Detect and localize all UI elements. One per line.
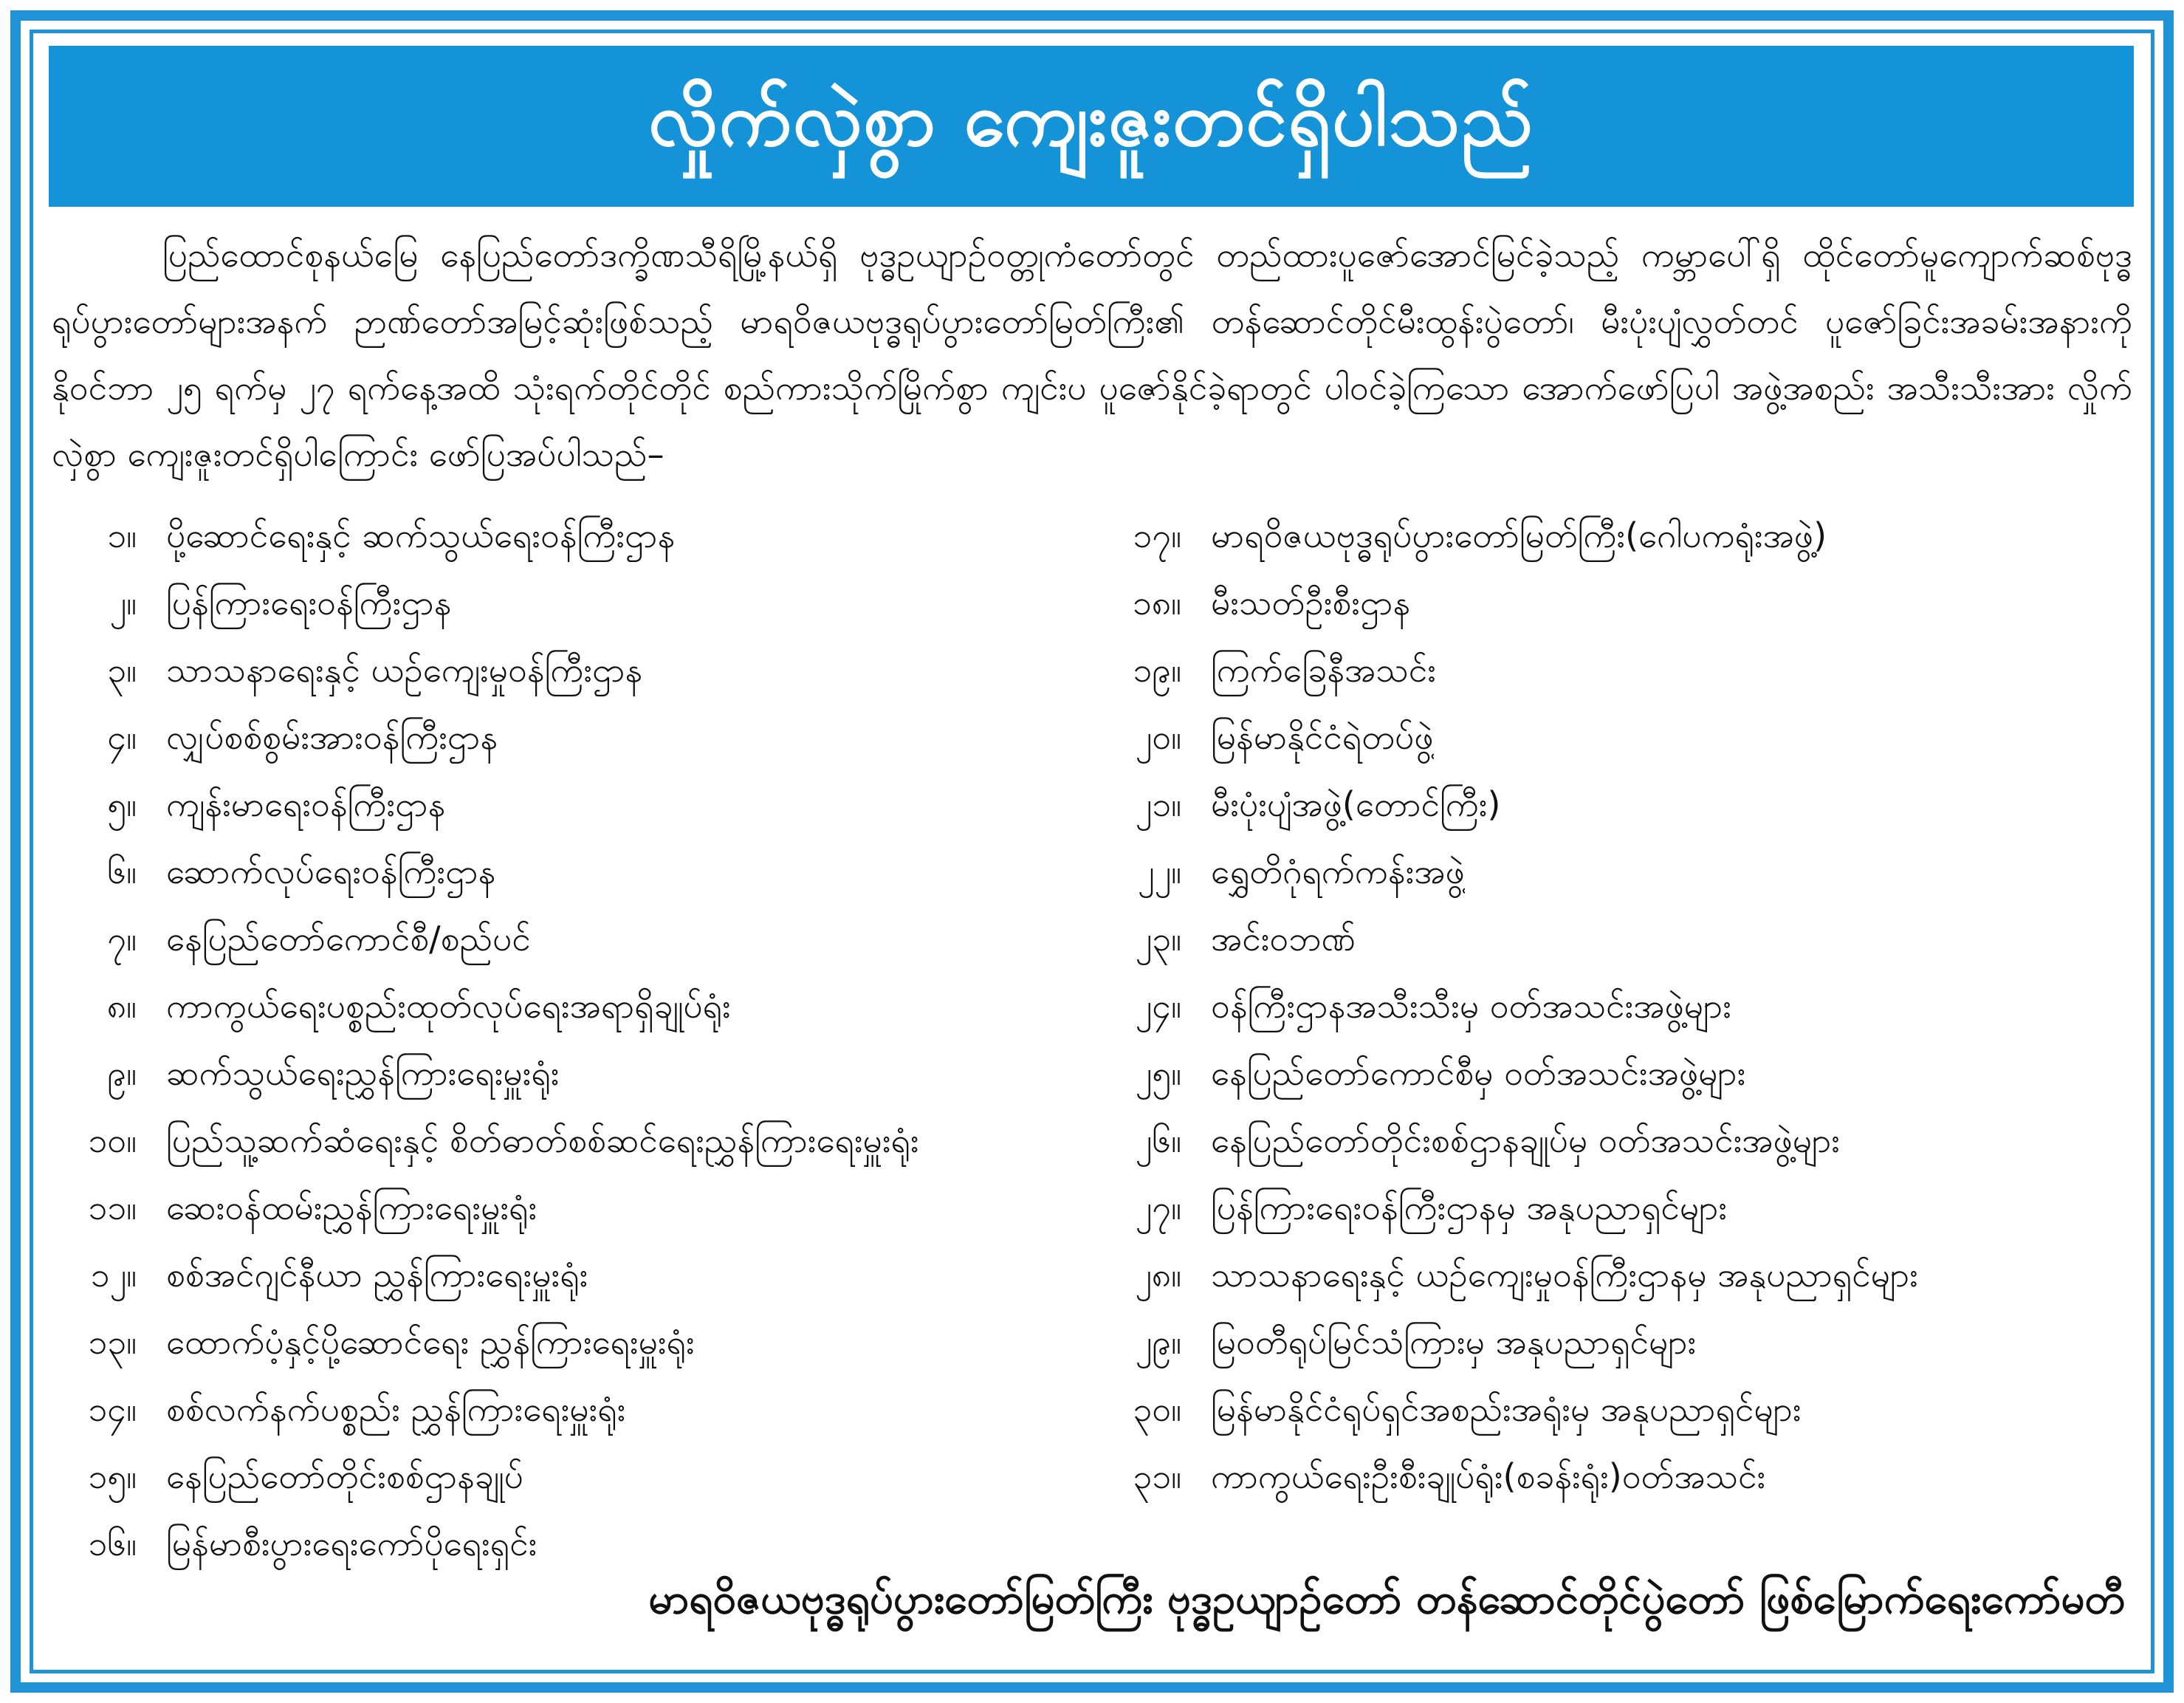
list-item (74, 1510, 1122, 1577)
title-banner (49, 46, 2134, 207)
list-item (1122, 1443, 2141, 1510)
list-item-text: ရွှေတိဂုံရက်ကန်းအဖွဲ့ (1211, 852, 1465, 891)
list-item-number: ၇။ (107, 919, 137, 959)
list-item-text: ကြက်ခြေနီအသင်း (1211, 650, 1436, 690)
list-item (1122, 569, 2141, 637)
organization-list-left (74, 502, 1122, 1577)
list-item (1122, 1309, 2141, 1376)
list-item (1122, 1040, 2141, 1107)
list-item-number: ၂၂။ (1137, 852, 1181, 891)
list-item-number: ၁၂။ (90, 1255, 137, 1295)
list-item-number: ၂၃။ (1135, 919, 1181, 959)
list-item-text: လျှပ်စစ်စွမ်းအားဝန်ကြီးဌာန (166, 717, 498, 757)
list-item (1122, 1241, 2141, 1309)
list-item-number: ၁၁။ (88, 1188, 137, 1227)
list-item-number: ၆။ (107, 852, 137, 891)
list-item (74, 1309, 1122, 1376)
list-item (74, 838, 1122, 905)
list-item-text: နေပြည်တော်ကောင်စီ/စည်ပင် (166, 919, 531, 959)
list-item-number: ၁၇။ (1133, 515, 1181, 555)
list-item-number: ၃၀။ (1133, 1389, 1181, 1429)
list-item (1122, 1376, 2141, 1443)
list-item-text: ဆေးဝန်ထမ်းညွှန်ကြားရေးမှူးရုံး (166, 1188, 538, 1227)
list-item-text: နေပြည်တော်တိုင်းစစ်ဌာနချုပ်မှ ဝတ်အသင်းအဖွဲ့များ (1211, 1120, 1840, 1160)
list-item-number: ၄။ (107, 717, 137, 757)
list-item-number: ၂၅။ (1135, 1053, 1181, 1093)
list-item (1122, 905, 2141, 973)
list-item (1122, 1174, 2141, 1241)
list-item-text: အင်းဝဘဏ် (1211, 919, 1356, 959)
list-item-number: ၂၇။ (1135, 1188, 1181, 1227)
list-item-number: ၂၈။ (1135, 1255, 1181, 1295)
list-item-number: ၁၀။ (88, 1120, 137, 1160)
list-item (74, 1174, 1122, 1241)
list-item-text: မာရဝိဇယဗုဒ္ဓရုပ်ပွားတော်မြတ်ကြီး(ဂေါပကရုံးအဖွဲ့) (1211, 515, 1827, 555)
list-item-number: ၈။ (106, 986, 137, 1026)
list-item-text: စစ်အင်ဂျင်နီယာ ညွှန်ကြားရေးမှူးရုံး (166, 1255, 588, 1295)
list-item-number: ၅။ (107, 784, 137, 824)
list-item-number: ၁၃။ (88, 1322, 137, 1362)
list-item-text: ကျန်းမာရေးဝန်ကြီးဌာန (166, 784, 446, 824)
list-item-text: နေပြည်တော်တိုင်းစစ်ဌာနချုပ် (166, 1456, 523, 1496)
list-item-number: ၃။ (107, 650, 137, 690)
list-item-text: ဝန်ကြီးဌာနအသီးသီးမှ ဝတ်အသင်းအဖွဲ့များ (1211, 986, 1731, 1026)
list-item (74, 1241, 1122, 1309)
page-title: လှိုက်လှဲစွာ ကျေးဇူးတင်ရှိပါသည် (648, 76, 1534, 162)
list-item-number: ၂၄။ (1135, 986, 1181, 1026)
list-item-text: ပြန်ကြားရေးဝန်ကြီးဌာန (166, 583, 452, 623)
list-item-number: ၃၁။ (1133, 1456, 1181, 1496)
list-item-number: ၂၁။ (1135, 784, 1181, 824)
list-item (1122, 973, 2141, 1040)
list-item (1122, 771, 2141, 838)
list-item-number: ၂၀။ (1135, 717, 1181, 757)
intro-paragraph: ပြည်ထောင်စုနယ်မြေ နေပြည်တော်ဒက္ခိဏသီရိမြို့နယ်ရှိ ဗုဒ္ဓဥယျာဉ်ဝတ္တုကံတော်တွင် တည်ထားပူဇော်အောင်မြင်ခဲ့သည့် ကမ္ဘာပေါ်ရှိ ထိုင်တော်မူကျောက်ဆစ်ဗုဒ္ဓရုပ်ပွားတော်များအနက် ဉာဏ်တော်အမြင့်ဆုံးဖြစ်သည့် မာရဝိဇယဗုဒ္ဓရုပ်ပွားတော်မြတ်ကြီး၏ တန်ဆောင်တိုင်မီးထွန်းပွဲတော်၊ မီးပုံးပျံလွှတ်တင် ပူဇော်ခြင်းအခမ်းအနားကို နိုဝင်ဘာ ၂၅ ရက်မှ ၂၇ ရက်နေ့အထိ သုံးရက်တိုင်တိုင် စည်ကားသိုက်မြိုက်စွာ ကျင်းပ ပူဇော်နိုင်ခဲ့ရာတွင် ပါဝင်ခဲ့ကြသော အောက်ဖော်ပြပါ အဖွဲ့အစည်း အသီးသီးအား လှိုက်လှဲစွာ ကျေးဇူးတင်ရှိပါကြောင်း ဖော်ပြအပ်ပါသည်– (52, 235, 2132, 474)
list-item-text: ထောက်ပံ့နှင့်ပို့ဆောင်ရေး ညွှန်ကြားရေးမှူးရုံး (166, 1322, 695, 1362)
list-item (74, 1040, 1122, 1107)
list-item (74, 637, 1122, 704)
list-item-text: ပြန်ကြားရေးဝန်ကြီးဌာနမှ အနုပညာရှင်များ (1211, 1188, 1728, 1227)
list-item-number: ၁၅။ (88, 1456, 137, 1496)
list-item-text: မြန်မာနိုင်ငံရုပ်ရှင်အစည်းအရုံးမှ အနုပညာရှင်များ (1211, 1389, 1802, 1429)
list-item-text: ကာကွယ်ရေးဦးစီးချုပ်ရုံး(စခန်းရုံး)ဝတ်အသင်း (1211, 1456, 1766, 1496)
list-item-text: ပြည်သူ့ဆက်ဆံရေးနှင့် စိတ်ဓာတ်စစ်ဆင်ရေးညွှန်ကြားရေးမှူးရုံး (166, 1120, 919, 1160)
list-item-text: မြန်မာနိုင်ငံရဲတပ်ဖွဲ့ (1211, 717, 1434, 757)
list-item (74, 502, 1122, 569)
list-item-text: ဆောက်လုပ်ရေးဝန်ကြီးဌာန (166, 852, 496, 891)
list-item-number: ၂၆။ (1135, 1120, 1181, 1160)
list-item-text: စစ်လက်နက်ပစ္စည်း ညွှန်ကြားရေးမှူးရုံး (166, 1389, 626, 1429)
list-item (74, 973, 1122, 1040)
list-item-number: ၂။ (109, 583, 137, 623)
list-item-text: ပို့ဆောင်ရေးနှင့် ဆက်သွယ်ရေးဝန်ကြီးဌာန (166, 515, 676, 555)
list-item-text: ဆက်သွယ်ရေးညွှန်ကြားရေးမှူးရုံး (166, 1053, 560, 1093)
list-item (74, 704, 1122, 771)
list-item (74, 771, 1122, 838)
list-item (74, 1443, 1122, 1510)
list-item-number: ၁။ (107, 515, 137, 555)
list-item-text: သာသနာရေးနှင့် ယဉ်ကျေးမှုဝန်ကြီးဌာနမှ အနုပညာရှင်များ (1211, 1255, 1918, 1295)
list-item-text: မီးပုံးပျံအဖွဲ့(တောင်ကြီး) (1211, 784, 1501, 824)
list-item-text: မြန်မာစီးပွားရေးကော်ပိုရေးရှင်း (166, 1524, 538, 1563)
list-item-text: နေပြည်တော်ကောင်စီမှ ဝတ်အသင်းအဖွဲ့များ (1211, 1053, 1746, 1093)
list-item (1122, 502, 2141, 569)
list-item (1122, 704, 2141, 771)
organization-list-right (1122, 502, 2141, 1510)
list-item (1122, 1107, 2141, 1174)
list-item-number: ၉။ (107, 1053, 137, 1093)
list-item (74, 1376, 1122, 1443)
list-item-number: ၁၄။ (88, 1389, 137, 1429)
list-item-number: ၁၈။ (1132, 583, 1181, 623)
list-item-number: ၁၆။ (88, 1524, 137, 1563)
list-item (74, 905, 1122, 973)
list-item-text: သာသနာရေးနှင့် ယဉ်ကျေးမှုဝန်ကြီးဌာန (166, 650, 643, 690)
list-item-text: ကာကွယ်ရေးပစ္စည်းထုတ်လုပ်ရေးအရာရှိချုပ်ရုံး (166, 986, 731, 1026)
list-item (74, 569, 1122, 637)
list-item-text: မီးသတ်ဦးစီးဌာန (1211, 583, 1411, 623)
committee-signature: မာရဝိဇယဗုဒ္ဓရုပ်ပွားတော်မြတ်ကြီး ဗုဒ္ဓဥယျာဉ်တော် တန်ဆောင်တိုင်ပွဲတော် ဖြစ်မြောက်ရေးကော်မတီ (648, 1575, 2125, 1623)
list-item (1122, 637, 2141, 704)
list-item-number: ၂၉။ (1135, 1322, 1181, 1362)
list-item-text: မြဝတီရုပ်မြင်သံကြားမှ အနုပညာရှင်များ (1211, 1322, 1697, 1362)
list-item (1122, 838, 2141, 905)
list-item-number: ၁၉။ (1133, 650, 1181, 690)
list-item (74, 1107, 1122, 1174)
